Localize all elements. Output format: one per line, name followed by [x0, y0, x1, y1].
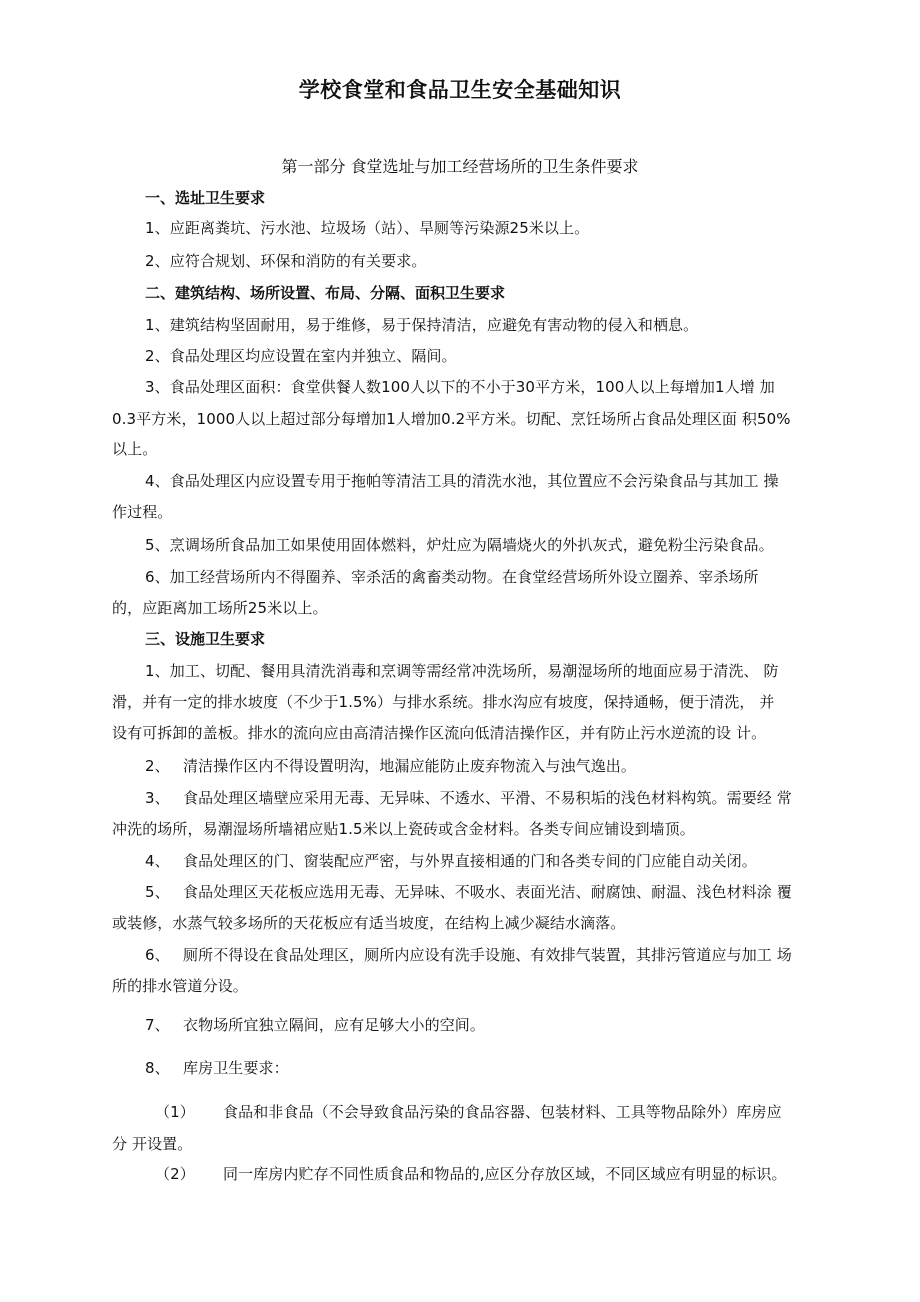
paragraph-line — [145, 1058, 289, 1078]
item-number: （1） — [155, 1103, 195, 1121]
paragraph-line: 1、应距离粪坑、污水池、垃圾场（站）、旱厕等污染源25米以上。 — [145, 219, 590, 237]
paragraph-line — [155, 1102, 782, 1122]
item-text: 食品处理区天花板应选用无毒、无异味、不吸水、表面光洁、耐腐蚀、耐温、浅色材料涂 覆 — [183, 883, 792, 901]
item-number: （2） — [155, 1165, 195, 1183]
paragraph-line — [145, 945, 792, 965]
item-number: 4、 — [145, 852, 170, 870]
section-heading: 二、建筑结构、场所设置、布局、分隔、面积卫生要求 — [145, 284, 506, 302]
paragraph-line: 5、烹调场所食品加工如果使用固体燃料，炉灶应为隔墙烧火的外扒灰式，避免粉尘污染食品。 — [145, 536, 774, 554]
paragraph-line: 1、加工、切配、餐用具清洗消毒和烹调等需经常冲洗场所，易潮湿场所的地面应易于清洗、 防 — [145, 662, 779, 680]
item-text: 同一库房内贮存不同性质食品和物品的,应区分存放区域，不同区域应有明显的标识。 — [223, 1165, 787, 1183]
paragraph-line — [145, 882, 792, 902]
item-text: 清洁操作区内不得设置明沟，地漏应能防止废弃物流入与浊气逸出。 — [183, 757, 637, 775]
item-text: 衣物场所宜独立隔间，应有足够大小的空间。 — [183, 1016, 486, 1034]
document-title: 学校食堂和食品卫生安全基础知识 — [298, 78, 622, 102]
paragraph-line: 分 开设置。 — [112, 1135, 193, 1153]
part-title: 第一部分 食堂选址与加工经营场所的卫生条件要求 — [281, 157, 639, 176]
paragraph-line: 作过程。 — [112, 503, 173, 521]
section-heading: 一、选址卫生要求 — [145, 189, 266, 207]
paragraph-line: 所的排水管道分设。 — [112, 977, 248, 995]
paragraph-line — [145, 851, 757, 871]
item-text: 食品和非食品（不会导致食品污染的食品容器、包装材料、工具等物品除外）库房应 — [223, 1103, 782, 1121]
item-number: 2、 — [145, 757, 170, 775]
paragraph-line: 设有可拆卸的盖板。排水的流向应由高清洁操作区流向低清洁操作区，并有防止污水逆流的设 计。 — [112, 724, 767, 742]
paragraph-line — [155, 1164, 787, 1184]
paragraph-line: 2、食品处理区均应设置在室内并独立、隔间。 — [145, 347, 457, 365]
item-text: 食品处理区墙壁应采用无毒、无异味、不透水、平滑、不易积垢的浅色材料构筑。需要经 常 — [183, 789, 792, 807]
item-number: 6、 — [145, 946, 170, 964]
item-number: 5、 — [145, 883, 170, 901]
item-text: 食品处理区的门、窗装配应严密，与外界直接相通的门和各类专间的门应能自动关闭。 — [183, 852, 757, 870]
paragraph-line: 以上。 — [112, 440, 158, 458]
paragraph-line: 6、加工经营场所内不得圈养、宰杀活的禽畜类动物。在食堂经营场所外设立圈养、宰杀场所 — [145, 568, 759, 586]
paragraph-line — [145, 788, 792, 808]
paragraph-line: 冲洗的场所，易潮湿场所墙裙应贴1.5米以上瓷砖或含金材料。各类专间应铺设到墙顶。 — [112, 820, 695, 838]
section-heading: 三、设施卫生要求 — [145, 630, 266, 648]
paragraph-line: 滑，并有一定的排水坡度（不少于1.5%）与排水系统。排水沟应有坡度，保持通畅，便于清洗， 并 — [112, 693, 775, 711]
item-text: 厕所不得设在食品处理区，厕所内应设有洗手设施、有效排气装置，其排污管道应与加工 场 — [183, 946, 792, 964]
item-number: 7、 — [145, 1016, 170, 1034]
paragraph-line: 2、应符合规划、环保和消防的有关要求。 — [145, 252, 427, 270]
paragraph-line: 4、食品处理区内应设置专用于拖帕等清洁工具的清洗水池，其位置应不会污染食品与其加工 操 — [145, 472, 779, 490]
item-number: 8、 — [145, 1059, 170, 1077]
paragraph-line — [145, 1015, 485, 1035]
paragraph-line — [145, 756, 636, 776]
paragraph-line: 1、建筑结构坚固耐用，易于维修，易于保持清洁，应避免有害动物的侵入和栖息。 — [145, 316, 699, 334]
item-number: 3、 — [145, 789, 170, 807]
paragraph-line: 3、食品处理区面积：食堂供餐人数100人以下的不小于30平方米，100人以上每增加1人增 加 — [145, 378, 775, 396]
paragraph-line: 的，应距离加工场所25米以上。 — [112, 599, 328, 617]
item-text: 库房卫生要求： — [183, 1059, 289, 1077]
paragraph-line: 0.3平方米，1000人以上超过部分每增加1人增加0.2平方米。切配、烹饪场所占食品处理区面 积50% — [112, 410, 791, 428]
paragraph-line: 或装修，水蒸气较多场所的天花板应有适当坡度，在结构上减少凝结水滴落。 — [112, 914, 626, 932]
